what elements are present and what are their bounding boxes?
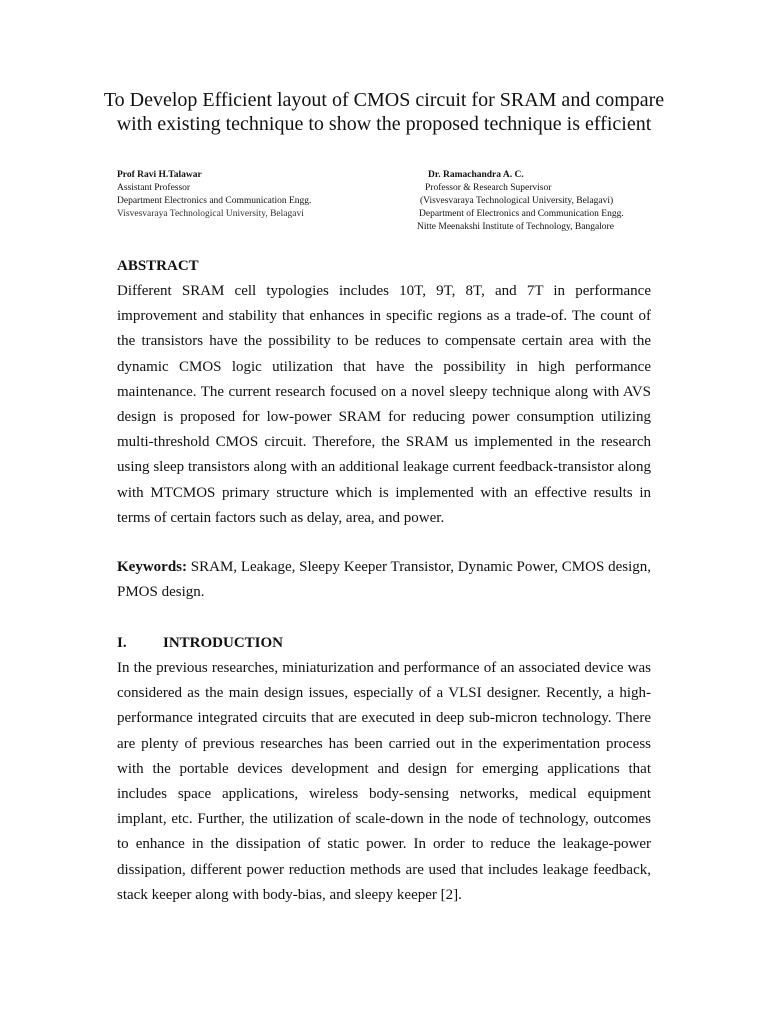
introduction-heading (117, 634, 651, 652)
keywords-text: SRAM, Leakage, Sleepy Keeper Transistor, Dynamic Power, CMOS design, PMOS design. (117, 559, 651, 600)
author-block-2 (417, 169, 624, 234)
section-title: INTRODUCTION (163, 635, 284, 651)
author-block-1 (117, 169, 311, 221)
author-department: Department Electronics and Communication Engg. (117, 196, 312, 206)
author-department: Department of Electronics and Communication Engg. (419, 209, 624, 219)
author-affiliation: Nitte Meenakshi Institute of Technology, Bangalore (417, 222, 614, 232)
abstract-heading: ABSTRACT (117, 258, 199, 274)
abstract-text: Different SRAM cell typologies includes 10T, 9T, 8T, and 7T in performance improvement and stability that enhances in specific regions as a trade-of. The count of the transistors have the possibility to be reduces to compensate certain area with the dynamic CMOS logic utilization that have the possibility in high performance maintenance. The current research focused on a novel sleepy technique along with AVS design is proposed for low-power SRAM for reducing power consumption utilizing multi-threshold CMOS circuit. Therefore, the SRAM us implemented in the research using sleep transistors along with an additional leakage current feedback-transistor along with MTCMOS primary structure which is implemented with an effective results in terms of certain factors such as delay, area, and power. (117, 283, 651, 526)
introduction-text: In the previous researches, miniaturization and performance of an associated device was considered as the main design issues, especially of a VLSI designer. Recently, a high-performance integrated circuits that are executed in deep sub-micron technology. There are plenty of previous researches has been carried out in the experimentation process with the portable devices development and design for emerging applications that includes space applications, wireless body-sensing networks, medical equipment implant, etc. Further, the utilization of scale-down in the node of technology, outcomes to enhance in the dissipation of static power. In order to reduce the leakage-power dissipation, different power reduction methods are used that includes leakage feedback, stack keeper along with body-bias, and sleepy keeper [2]. (117, 660, 651, 903)
author-affiliation: Visvesvaraya Technological University, Belagavi (117, 209, 304, 219)
author-designation: Professor & Research Supervisor (425, 183, 552, 193)
author-name: Prof Ravi H.Talawar (117, 170, 202, 180)
author-designation: Assistant Professor (117, 183, 191, 193)
section-number: I. (117, 635, 127, 651)
author-name: Dr. Ramachandra A. C. (428, 170, 524, 180)
keywords-label: Keywords: (117, 559, 187, 575)
author-university: (Visvesvaraya Technological University, Belagavi) (420, 196, 614, 206)
keywords-paragraph (117, 555, 651, 605)
paper-title: To Develop Efficient layout of CMOS circuit for SRAM and compare with existing technique to show the proposed technique is efficient (103, 89, 665, 135)
